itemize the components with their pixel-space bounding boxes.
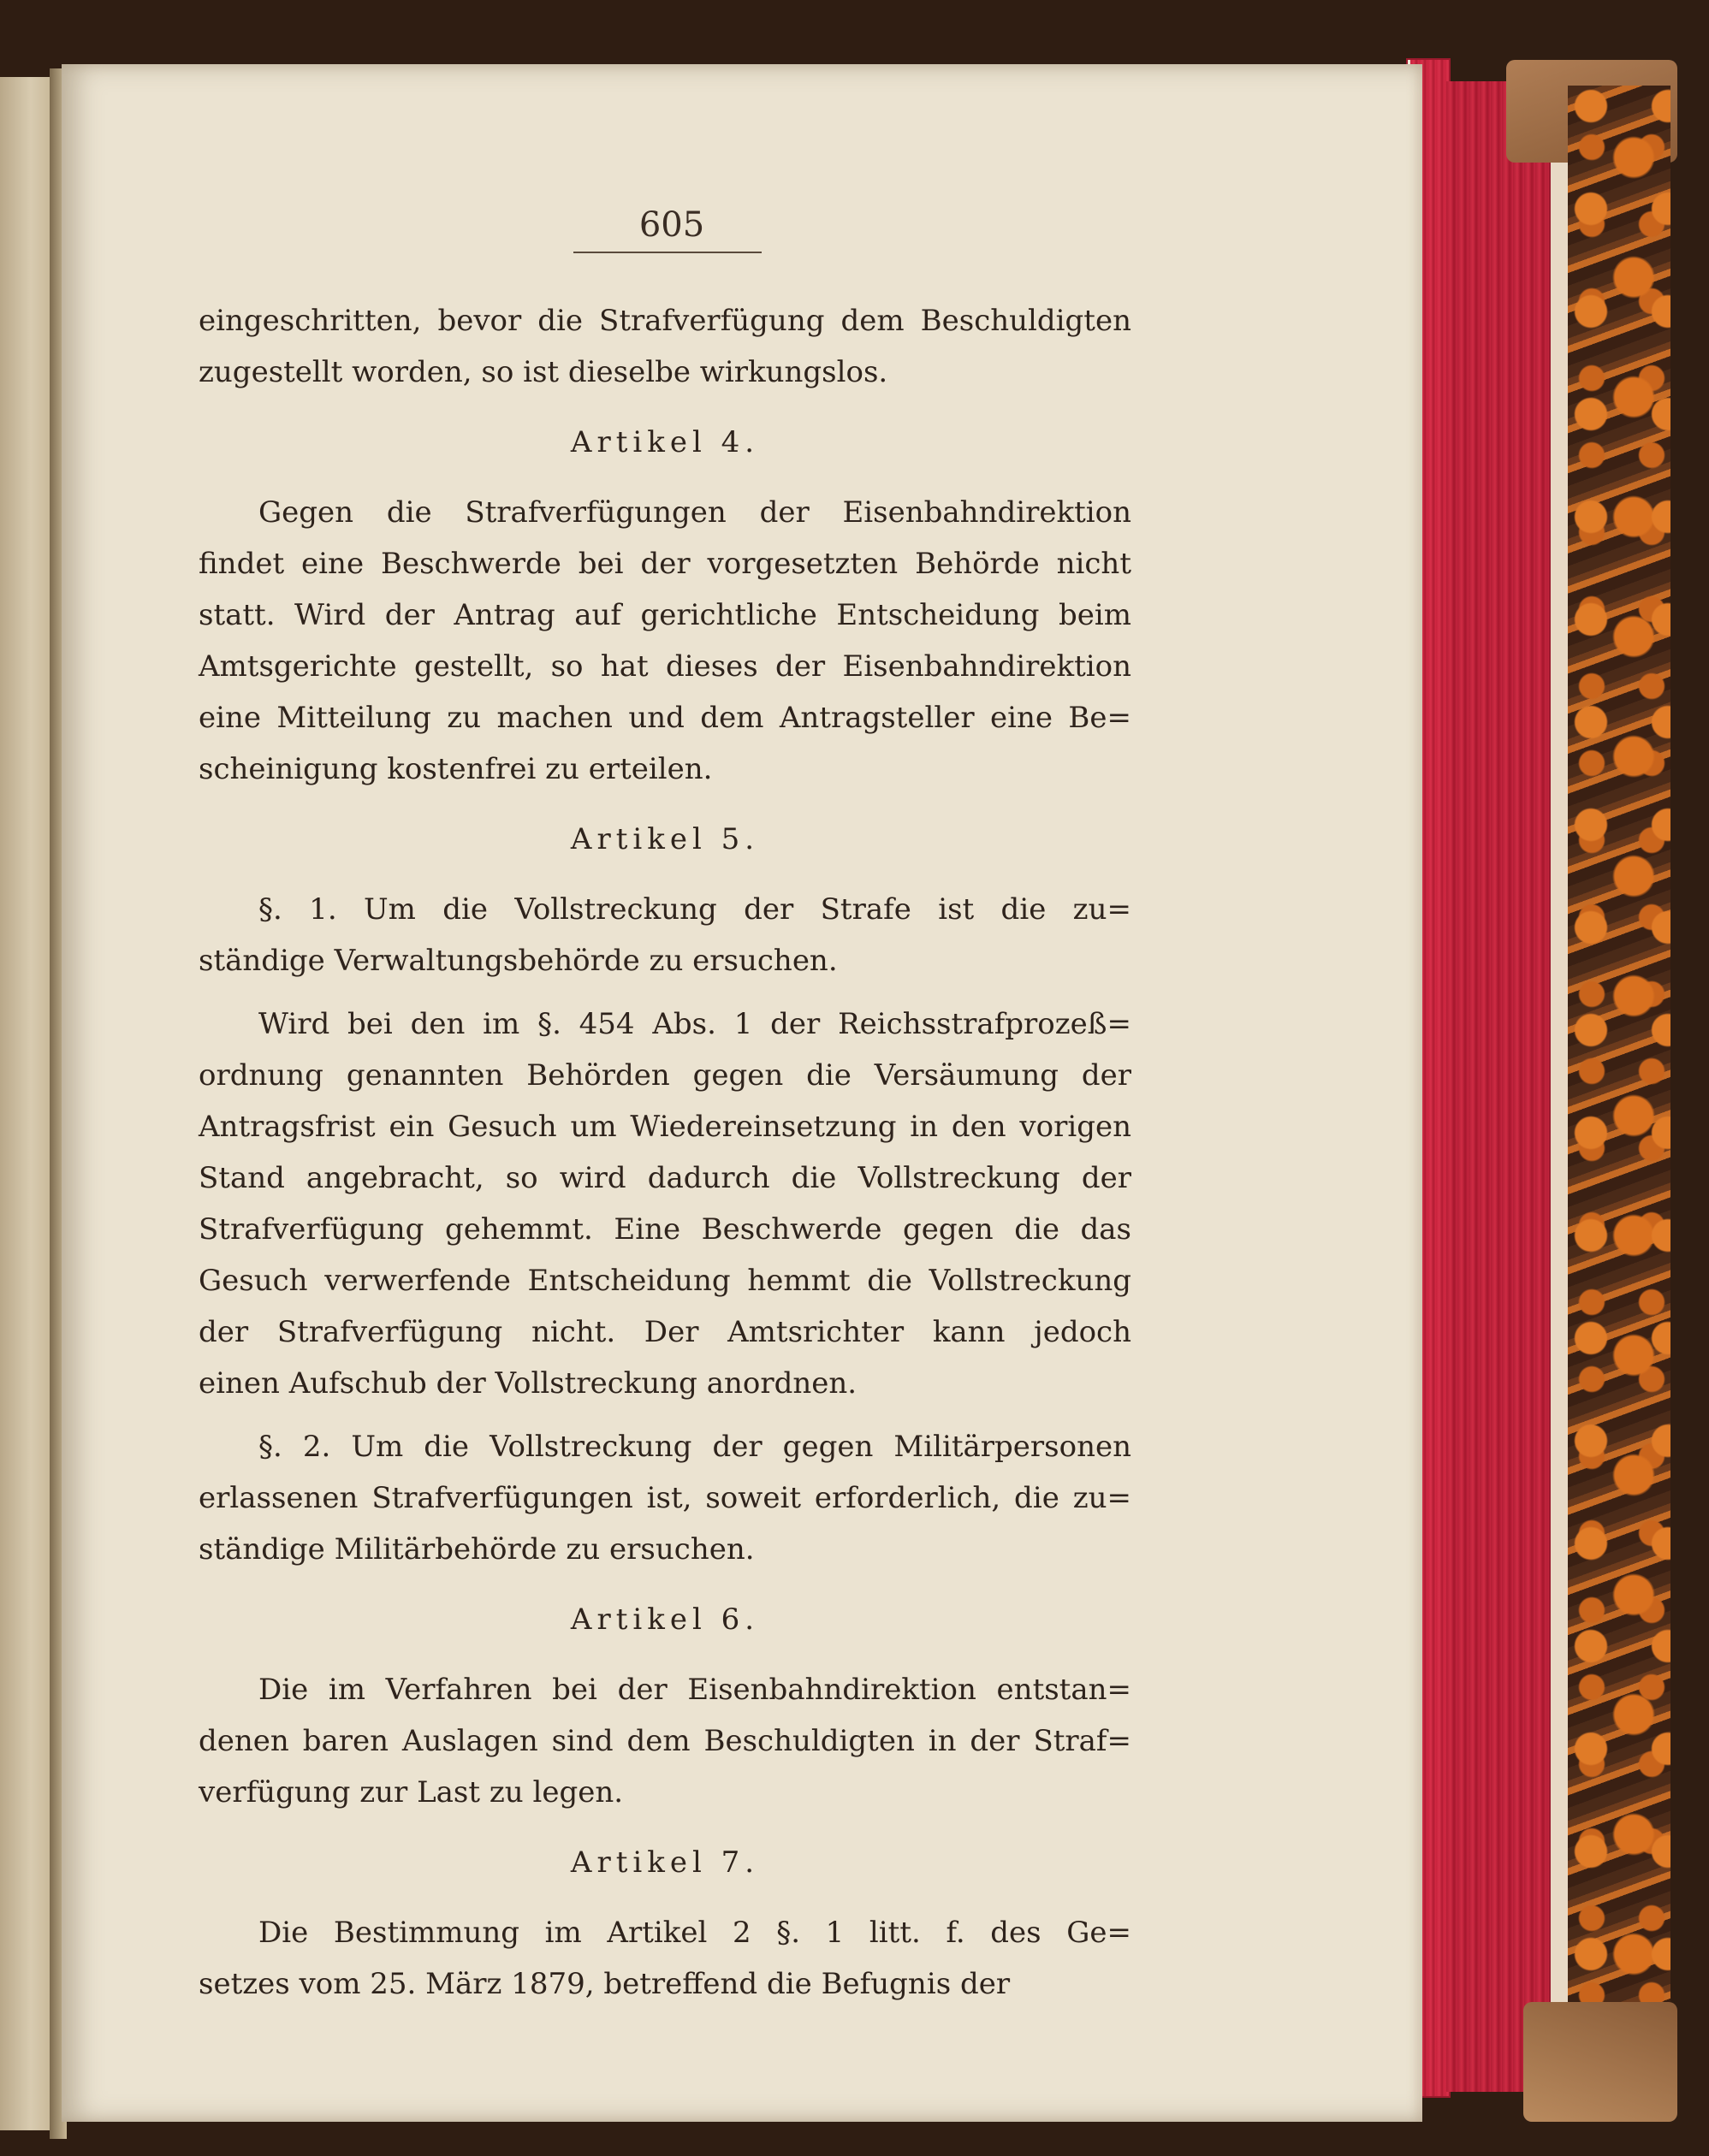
text-line: Gesuch verwerfende Entscheidung hemmt die Vollstreckung — [199, 1264, 1131, 1298]
article-heading: Artikel 5. — [570, 822, 760, 856]
text-line: statt. Wird der Antrag auf gerichtliche Entscheidung beim — [199, 598, 1131, 632]
header-rule — [573, 252, 762, 253]
text-line: ständige Militärbehörde zu ersuchen. — [199, 1532, 755, 1567]
text-line: einen Aufschub der Vollstreckung anordnen. — [199, 1366, 857, 1401]
page-body — [199, 295, 1131, 2010]
text-line: Die Bestimmung im Artikel 2 §. 1 litt. f. des Ge= — [258, 1916, 1131, 1950]
text-line: erlassenen Strafverfügungen ist, soweit erforderlich, die zu= — [199, 1481, 1131, 1515]
article-heading: Artikel 4. — [570, 425, 760, 459]
article-heading: Artikel 6. — [570, 1602, 760, 1637]
text-line: Strafverfügung gehemmt. Eine Beschwerde gegen die das — [199, 1212, 1131, 1247]
paragraph — [199, 1907, 1131, 2010]
text-line: §. 2. Um die Vollstreckung der gegen Militärpersonen — [258, 1430, 1131, 1464]
text-line: eine Mitteilung zu machen und dem Antragsteller eine Be= — [199, 701, 1131, 735]
text-line: scheinigung kostenfrei zu erteilen. — [199, 752, 713, 786]
text-line: Wird bei den im §. 454 Abs. 1 der Reichsstrafprozeß= — [258, 1007, 1131, 1041]
text-line: §. 1. Um die Vollstreckung der Strafe ist die zu= — [258, 892, 1131, 927]
text-line: setzes vom 25. März 1879, betreffend die Befugnis der — [199, 1967, 1011, 2001]
text-line: eingeschritten, bevor die Strafverfügung dem Beschuldigten — [199, 304, 1131, 338]
paragraph — [199, 998, 1131, 1409]
paragraph — [199, 1421, 1131, 1575]
marbled-cover-edge — [1568, 86, 1670, 2105]
text-line: denen baren Auslagen sind dem Beschuldigten in der Straf= — [199, 1724, 1131, 1758]
text-line: ordnung genannten Behörden gegen die Versäumung der — [199, 1058, 1131, 1093]
binding-corner-bottom — [1523, 2002, 1677, 2122]
text-line: zugestellt worden, so ist dieselbe wirkungslos. — [199, 355, 888, 389]
text-line: Gegen die Strafverfügungen der Eisenbahndirektion — [258, 495, 1131, 530]
article-heading: Artikel 7. — [570, 1845, 760, 1880]
page-block-edge-red — [1446, 81, 1558, 2092]
paragraph — [199, 1664, 1131, 1818]
page-number: 605 — [638, 205, 705, 245]
page-block-edge-inner — [1549, 90, 1570, 2092]
paragraph — [199, 884, 1131, 986]
text-line: Stand angebracht, so wird dadurch die Vollstreckung der — [199, 1161, 1131, 1195]
text-line: findet eine Beschwerde bei der vorgesetzten Behörde nicht — [199, 547, 1131, 581]
text-line: verfügung zur Last zu legen. — [199, 1775, 624, 1810]
text-line: Amtsgerichte gestellt, so hat dieses der Eisenbahndirektion — [199, 649, 1131, 684]
text-line: ständige Verwaltungsbehörde zu ersuchen. — [199, 944, 838, 978]
text-line: Antragsfrist ein Gesuch um Wiedereinsetzung in den vorigen — [199, 1110, 1131, 1144]
paragraph — [199, 487, 1131, 795]
paragraph — [199, 295, 1131, 398]
left-page-edge — [0, 77, 53, 2130]
text-line: Die im Verfahren bei der Eisenbahndirektion entstan= — [258, 1673, 1131, 1707]
text-line: der Strafverfügung nicht. Der Amtsrichter kann jedoch — [199, 1315, 1131, 1349]
